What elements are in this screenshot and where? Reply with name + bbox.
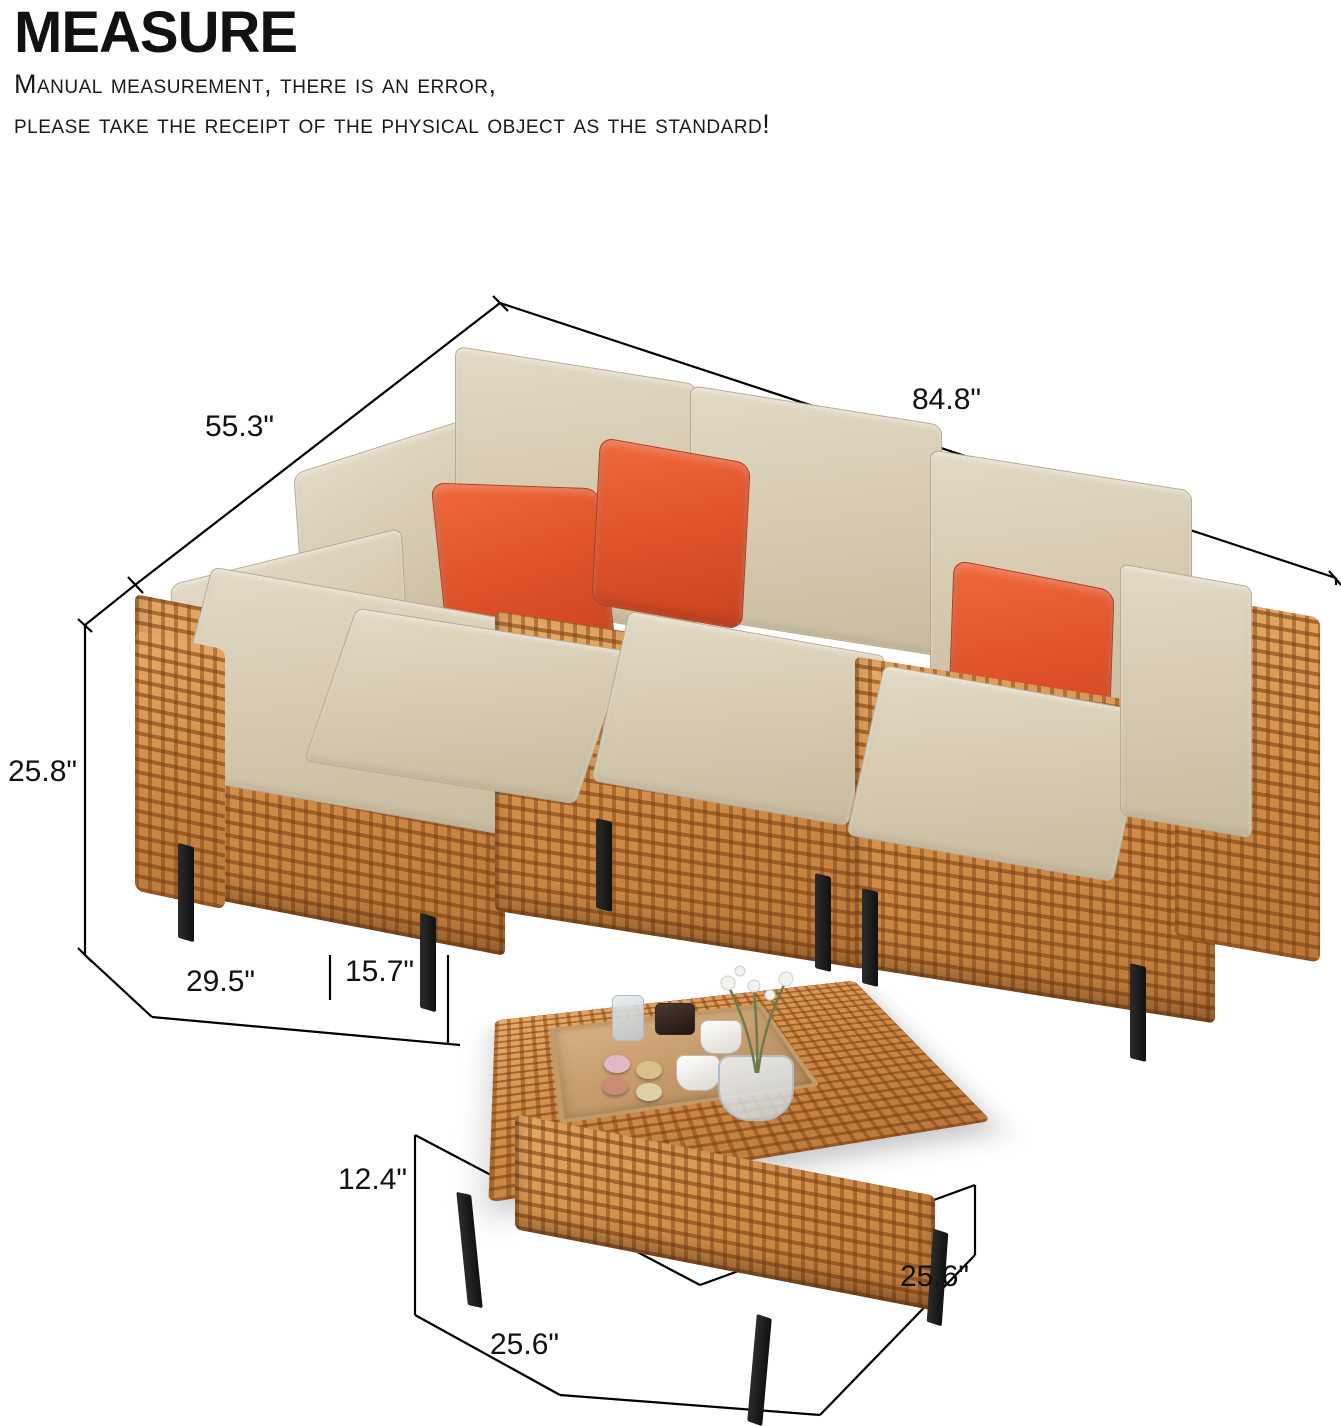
dimension-label-25-8: 25.8"	[8, 755, 78, 788]
measure-note-line-2: please take the receipt of the physical object as the standard!	[14, 109, 771, 139]
tray-bottle	[612, 995, 644, 1041]
sofa-leg-6	[1130, 963, 1146, 1062]
sofa-leg-2	[420, 913, 436, 1013]
tray-macaron-2	[636, 1061, 662, 1079]
tray-macaron-4	[636, 1083, 662, 1101]
dimension-label-55-3: 55.3"	[205, 410, 275, 443]
dimension-label-12-4: 12.4"	[338, 1163, 408, 1196]
tray-macaron-1	[604, 1055, 630, 1073]
dimension-label-25-6-width: 25.6"	[490, 1328, 560, 1361]
measure-note-line-1: Manual measurement, there is an error,	[14, 69, 497, 99]
sofa-leg-3	[596, 818, 612, 912]
vase-flowers	[700, 955, 830, 1075]
sofa-right-arm-cushion	[1120, 563, 1252, 838]
tray-jar-dark	[655, 1003, 695, 1035]
dimension-label-29-5: 29.5"	[186, 965, 256, 998]
dimension-label-15-7: 15.7"	[345, 955, 415, 988]
product-dimension-diagram	[0, 255, 1341, 1419]
dimension-label-25-6-depth: 25.6"	[900, 1260, 970, 1293]
page-title: MEASURE	[14, 0, 298, 65]
accent-pillow-center	[591, 437, 751, 630]
dimension-label-84-8: 84.8"	[912, 383, 982, 416]
sofa-leg-5	[862, 888, 878, 987]
measure-header	[14, 2, 1314, 144]
tray-macaron-3	[602, 1077, 628, 1095]
sofa-leg-1	[178, 843, 194, 943]
